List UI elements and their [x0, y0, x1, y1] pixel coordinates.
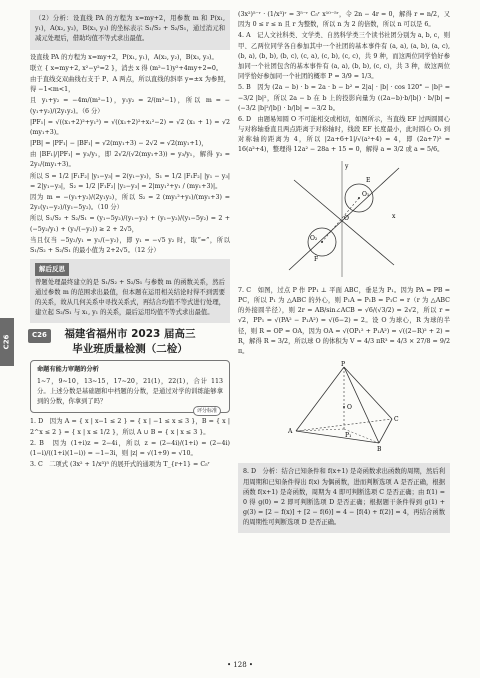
section-title-line1: 福建省福州市 2023 届高三 [64, 328, 196, 341]
svg-text:y: y [345, 162, 349, 170]
solution-paragraph: 且 y₁+y₂ = −4m/(m²−1)，y₁y₂ = 2/(m²−1)，所以 m = −(y₁+y₂)/(2y₁y₂)。（6 分） [30, 97, 230, 115]
section-tag: C26 [28, 329, 51, 342]
svg-text:x: x [392, 212, 396, 220]
answer-q8-box [238, 463, 450, 533]
circles-diagram [284, 160, 404, 278]
intro-analysis-text: （2）分析：设直线 PA 的方程为 x=my+2，用参数 m 和 P(x₁, y₁)，A(x₂, y₂)，B(x₃, y₃) 的坐标表示 S₁/S₂ + S₂/S₁，通过消元和减元处理后，借助均值不等式求出最值。 [35, 15, 225, 43]
section-header [30, 327, 230, 355]
section-title-line2: 毕业班质量检测（二检） [72, 342, 188, 355]
solution-paragraph: 联立 { x=my+2, x²−y²=2 }，消去 x 得 (m²−1)y²+4my+2=0。 [30, 64, 223, 72]
reflection-box [30, 259, 230, 323]
answer-q7: 7. C 如图，过点 P 作 PP₁ ⊥ 平面 ABC，垂足为 P₁。因为 PA = PB = PC，所以 P₁ 为 △ABC 的外心，则 P₁A = P₁B = P₁C = r（r 为 △ABC 的外接圆半径），则 2r = AB/sin∠ACB = √6/(√3/2) = 2√2，所以 r = √2，PP₁ = √(PA² − P₁A²) = √(6−2) = 2。设 O 为球心，R 为球的半径，则 R = OP = OA，因为 OA = √(OP₁² + P₁A²) = √((2−R)² + 2) = R，解得 R = 3/2，所以球 O 的体积为 V = 4/3 πR³ = 4/3 × 27/8 = 9/2 π。 [238, 286, 450, 355]
reflection-text: 曾题处理最终建立的是 S₁/S₂ + S₂/S₁ 与参数 m 的函数关系，然后通过参数 m 的范围求出最值，但本题在运用相关结论时得不到需要的关系，故从几何关系中寻找关系式，再结合均值不等式进行处理，建立起 S₂/S₁ 与 x₁, y₁ 的关系，最后运用均值不等式求出最值。 [35, 278, 225, 317]
solution-paragraph: 所以 S = 1/2 |F₁F₂| |y₁−y₃| = 2(y₁−y₃)，S₁ = 1/2 |F₁F₂| |y₁ − y₃| = 2|y₁−y₃|，S₂ = 1/2 |F₁F₂| |y₂−y₃| = 2|my₁²+y₁ / (my₁+3)|。 [30, 172, 230, 190]
svg-text:O₁: O₁ [362, 190, 370, 198]
side-tab: C26 [0, 318, 14, 366]
answer-q8: 8. D 分析：结合已知条件和 f(x+1) 是奇函数求出函数的周期，然后利用周期和已知条件得出 f(x) 为偶函数，进而判断选项 A 是否正确，根据函数 f(x+1) 是奇函数，周期为 4 即可判断选项 C 是否正确；由 f(1) = 0 得 g(0) = 2 即可判断选项 D 是否正确；根据题干条件得到 g(1) + g(3) = [2 − f(x)] + [2 − f(6)] = 4 − [f(4) + f(2)] = 4，再结合函数的周期性可判断选项 D 是否正确。 [243, 468, 445, 527]
svg-text:C: C [394, 416, 399, 424]
tip-text: 1~7，9~10，13~15，17~20，21(1)，22(1)，合计 113 分。上述分数是基础题和中档题的分数，是通过对学的训练能够拿到的分数，你拿到了吗？ [37, 377, 223, 406]
svg-text:E: E [366, 176, 371, 184]
right-column [238, 10, 450, 533]
svg-text:O₂: O₂ [310, 234, 318, 242]
answer-q4: 4. A 记人文社科类、文学类、自然科学类三个读书社团分别为 a, b, c，则甲、乙两位同学各自参加其中一个社团的基本事件有 (a, a), (a, b), (a, c), (b, a), (b, b), (b, c), (c, a), (c, b), (c, c)，共 9 种，而这两位同学恰好参加同一个社团包含的基本事件有 (a, a), (b, b), (c, c)，共 3 种，故这两位同学恰好参加同一个社团的概率 P = 3/9 = 1/3。 [238, 32, 450, 81]
solution-paragraph: |PF₁| = √((x₁+2)²+y₁²) = √((x₁+2)²+x₁²−2) = √2 (x₁ + 1) = √2 (my₁+3)。 [30, 118, 230, 136]
pyramid-diagram [284, 361, 404, 453]
left-column [30, 10, 230, 471]
svg-text:O: O [344, 214, 349, 222]
tip-box [30, 360, 230, 414]
answer-q3: 3. C 二项式 (3x² + 1/x³)⁵ 的展开式的通项为 T_{r+1} = C₅ʳ [30, 461, 210, 469]
page-number: • 128 • [226, 661, 254, 669]
section-title [30, 327, 230, 355]
solution-paragraph: 由于直线交双曲线右支于 P、A 两点，所以直线的斜率 y=±x 为参照，得 −1<m<1， [30, 75, 230, 94]
answer-q5: 5. B 因为 (2a − b) · b = 2a · b − b² = 2|a| · |b| · cos 120° − |b|² = −3/2 |b|²，所以 2a − b 在 b 上的投影向量为 ((2a−b)·b/|b|) · b/|b| = (−3/2 |b|²/|b|) · b/|b| = −3/2 b。 [238, 84, 450, 112]
solution-paragraph: 设直线 PA 的方程为 x=my+2，P(x₁, y₁)，A(x₂, y₂)，B(x₃, y₃)。 [30, 53, 218, 61]
intro-analysis-box [30, 10, 230, 50]
svg-text:A: A [288, 428, 293, 436]
solution-paragraph: 由 |BF₁|/|PF₁| = y₃/y₁，即 2√2/(√2(my₁+3)) = y₃/y₁，解得 y₃ = 2y₁/(my₁+3)。 [30, 151, 230, 169]
answer-q2: 2. B 因为 (1+i)z = 2−4i，所以 z = (2−4i)/(1+i) = (2−4i)(1−i)/((1+i)(1−i)) = −1−3i，则 |z| = √(1+9) = √10。 [30, 439, 230, 457]
reflection-badge: 解后反思 [35, 263, 69, 276]
tip-title: 命题有能力审题的分析 [37, 365, 99, 373]
answer-q3-continued: (3x²)⁵⁻ʳ · (1/x³)ʳ = 3⁵⁻ʳ C₅ʳ x¹⁰⁻⁵ʳ，令 2n − 4r = 0，解得 r = n/2，又因为 0 ≤ r ≤ n 且 r 为整数，所以 n 为 2 的倍数，所以 n 可以是 6。 [238, 11, 450, 29]
answer-q1: 1. D 因为 A = { x | x−1 ≤ 2 } = { x | −1 ≤ x ≤ 3 }，B = { x | 2^x ≤ 2 } = { x | x ≤ 1/2 }，所以 A ∪ B = { x | x ≤ 3 }。 [30, 418, 230, 436]
pyramid-figure [238, 361, 450, 457]
svg-text:P: P [341, 361, 346, 369]
svg-text:F: F [314, 255, 319, 263]
tip-badge: 评分标准 [193, 406, 221, 416]
svg-text:B: B [377, 446, 382, 454]
solution-paragraph: |PB| = |PF₁| − |BF₁| = √2(my₁+3) − 2√2 = √2(my₁+1)， [30, 140, 208, 148]
solution-paragraph: 所以 S₁/S₂ + S₂/S₁ = (y₁−5y₂)/(y₁−y₂) + (y₁−y₂)/(y₁−5y₂) = 2 + (−5y₂/y₁) + (y₁/(−y₂)) ≥ 2 + 2√5， [30, 215, 230, 233]
svg-text:O: O [347, 404, 352, 412]
circles-figure [238, 160, 450, 282]
svg-text:P₁: P₁ [345, 432, 352, 440]
solution-paragraph: 因为 m = −(y₁+y₂)/(2y₁y₂)，所以 S₂ = 2 (my₁²+y₁)/(my₁+3) = 2y₁(y₁−y₂)/(y₁−5y₂)。（10 分） [30, 194, 230, 212]
answer-q6: 6. D 由题易知圆 O 不可能相交或相切，如图所示，当直线 EF 过两圆圆心与对称轴垂直且两点距离于对称轴时，线段 EF 长度最小，此时圆心 O₁ 到对称轴的距离为 4，所以 |2a+6+1|/√(a²+4) = 4，即 (2a+7)² = 16(a²+4)，整理得 12a² − 28a + 15 = 0，解得 a = 3/2 或 a = 5/6。 [238, 115, 450, 154]
solution-paragraph: 当且仅当 −5y₂/y₁ = y₁/(−y₂)，即 y₁ = −√5 y₂ 时，取“=”，所以 S₁/S₂ + S₂/S₁ 的最小值为 2+2√5。（12 分） [30, 236, 230, 254]
